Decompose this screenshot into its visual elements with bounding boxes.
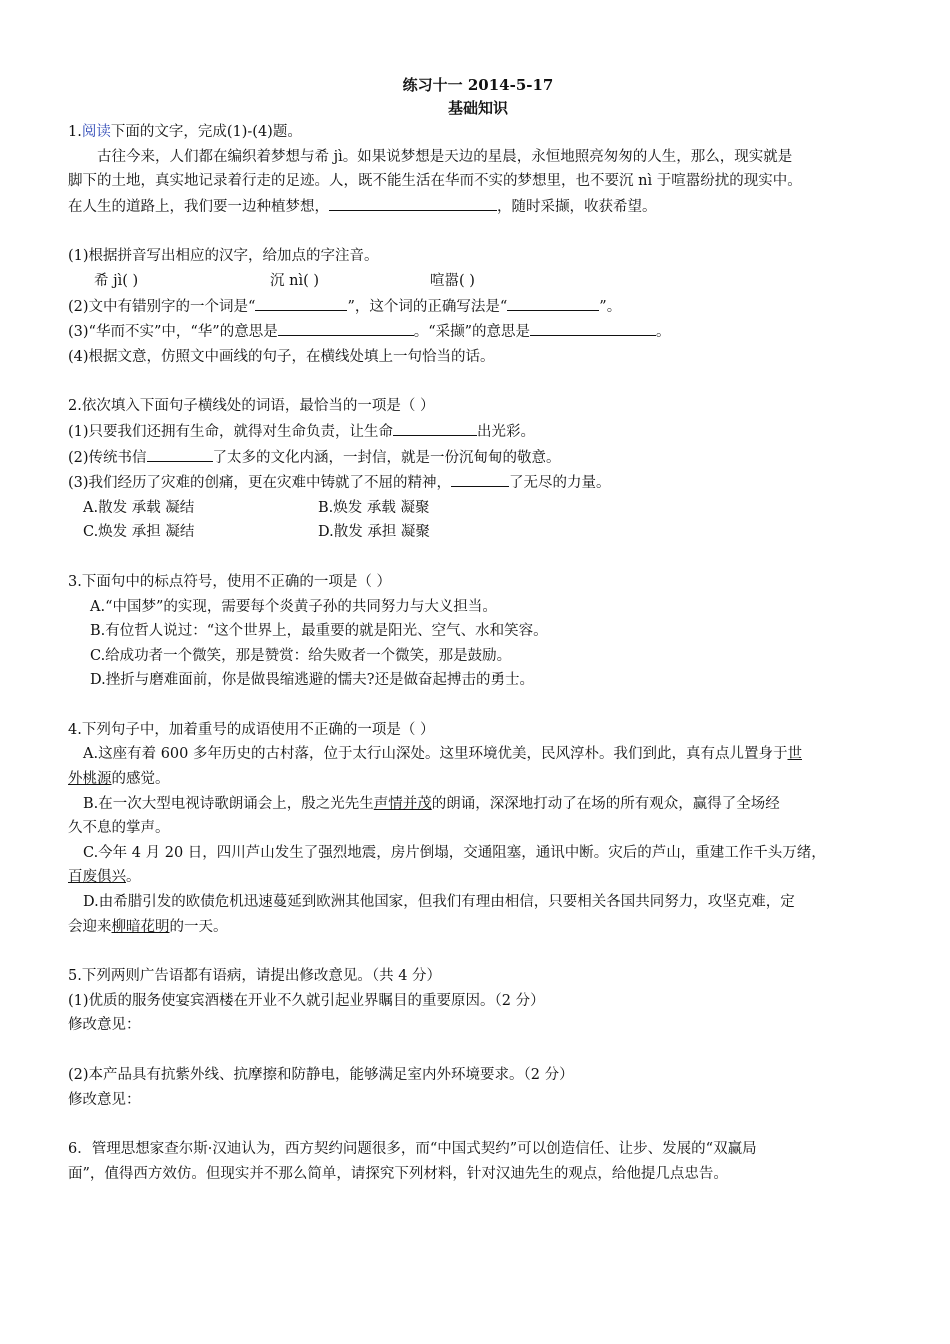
options-line — [68, 496, 888, 521]
option-b[interactable]: B.有位哲人说过：“这个世界上，最重要的就是阳光、空气、水和笑容。 — [90, 623, 548, 640]
question-number: 1. — [68, 124, 82, 140]
idiom-underlined: 世 — [787, 746, 802, 763]
passage-line: 古往今来，人们都在编织着梦想与希 jì。如果说梦想是天边的星晨，永恒地照亮匆匆的人生，那么，现实就是 — [97, 148, 793, 165]
idiom-underlined: 柳暗花明 — [111, 918, 170, 935]
answer-blank[interactable] — [530, 319, 656, 336]
option-c[interactable]: C.给成功者一个微笑，那是赞赏：给失败者一个微笑，那是鼓励。 — [90, 647, 512, 664]
question-4 — [68, 718, 888, 939]
passage-line — [68, 194, 888, 220]
question-3-stem: 3.下面句中的标点符号，使用不正确的一项是（ ） — [68, 573, 391, 590]
option-a[interactable]: A.散发 承载 凝结 — [83, 499, 195, 516]
sentence-text: (3)我们经历了灾难的创痛，更在灾难中铸就了不屈的精神， — [68, 475, 452, 492]
sentence-text: (1)只要我们还拥有生命，就得对生命负责，让生命 — [68, 423, 394, 440]
option-a-cont — [68, 767, 888, 792]
sentence-text: (2)传统书信 — [68, 449, 147, 466]
question-2 — [68, 394, 888, 545]
answer-blank[interactable] — [255, 294, 347, 311]
option-text: A.这座有着 600 多年历史的古村落，位于太行山深处。这里环境优美，民风淳朴。我们到此，真有点儿置身于 — [83, 746, 788, 763]
answer-blank[interactable] — [393, 419, 477, 436]
passage-text: 在人生的道路上，我们要一边种植梦想， — [68, 198, 329, 215]
sub-question-3 — [68, 319, 888, 345]
option-b[interactable]: B.焕发 承载 凝聚 — [318, 499, 430, 516]
option-text: B.在一次大型电视诗歌朗诵会上，殷之光先生 — [83, 795, 374, 812]
option-a[interactable]: A.“中国梦”的实现，需要每个炎黄子孙的共同努力与大义担当。 — [90, 598, 497, 615]
pinyin-item: 希 jì( ) — [94, 272, 139, 289]
sub-question-text: 。“采撷”的意思是 — [413, 324, 531, 341]
read-link[interactable]: 阅读 — [81, 124, 111, 140]
passage-line: 脚下的土地，真实地记录着行走的足迹。人，既不能生活在华而不实的梦想里，也不要沉 nì 于喧嚣纷扰的现实中。 — [68, 173, 802, 190]
idiom-underlined: 外桃源 — [68, 771, 112, 788]
sentence-line — [68, 470, 888, 496]
option-c-cont — [68, 865, 888, 890]
option-d[interactable]: D.由希腊引发的欧债危机迅速蔓延到欧洲其他国家，但我们有理由相信，只要相关各国共同努力，攻坚克难，定 — [83, 894, 795, 911]
question-3 — [68, 570, 888, 693]
question-5 — [68, 964, 888, 1112]
worksheet-page — [68, 74, 888, 1186]
question-1-instruction: 下面的文字，完成(1)-(4)题。 — [110, 124, 302, 140]
option-a[interactable] — [68, 742, 888, 767]
question-4-stem: 4.下列句子中，加着重号的成语使用不正确的一项是（ ） — [68, 721, 435, 738]
question-2-stem: 2.依次填入下面句子横线处的词语，最恰当的一项是（ ） — [68, 398, 435, 415]
answer-blank[interactable] — [329, 194, 497, 211]
options-line — [68, 520, 888, 545]
question-6 — [68, 1137, 888, 1186]
answer-blank[interactable] — [147, 445, 213, 462]
option-b[interactable] — [68, 792, 888, 817]
question-5-stem: 5.下列两则广告语都有语病，请提出修改意见。（共 4 分） — [68, 968, 442, 985]
question-1-stem — [68, 120, 888, 145]
answer-blank[interactable] — [507, 294, 599, 311]
sub-question-text: 。 — [656, 324, 671, 341]
answer-blank[interactable] — [451, 470, 509, 487]
option-text: 的一天。 — [169, 918, 228, 935]
option-b-cont: 久不息的掌声。 — [68, 820, 170, 837]
sub-question-1: (1)根据拼音写出相应的汉字，给加点的字注音。 — [68, 248, 379, 265]
question-6-line: 6．管理思想家查尔斯·汉迪认为，西方契约问题很多，而“中国式契约”可以创造信任、让步、发展的“双赢局 — [68, 1141, 757, 1158]
answer-blank[interactable] — [278, 319, 414, 336]
question-1 — [68, 120, 888, 369]
option-text: 的朗诵，深深地打动了在场的所有观众，赢得了全场经 — [431, 795, 780, 812]
sentence-line — [68, 445, 888, 471]
worksheet-title: 练习十一 2014-5-17 — [402, 76, 554, 94]
option-text: 的感觉。 — [111, 771, 170, 788]
sub-question-4: (4)根据文意，仿照文中画线的句子，在横线处填上一句恰当的话。 — [68, 348, 495, 365]
sub-question-text: ”。 — [599, 298, 622, 315]
sentence-text: 出光彩。 — [477, 423, 536, 440]
sub-question-text: (3)“华而不实”中，“华”的意思是 — [68, 324, 278, 341]
pinyin-item: 沉 nì( ) — [270, 272, 320, 289]
sub-question-text: ”，这个词的正确写法是“ — [347, 298, 508, 315]
sentence-text: 了太多的文化内涵，一封信，就是一份沉甸甸的敬意。 — [212, 449, 561, 466]
option-c[interactable]: C.今年 4 月 20 日，四川芦山发生了强烈地震，房片倒塌，交通阻塞，通讯中断。灾后的芦山，重建工作千头万绪， — [83, 844, 826, 861]
sub-question-2 — [68, 294, 888, 320]
idiom-underlined: 声情并茂 — [373, 795, 432, 812]
pinyin-line — [68, 269, 888, 294]
pinyin-item: 喧嚣( ) — [430, 272, 475, 289]
option-c[interactable]: C.焕发 承担 凝结 — [83, 524, 195, 541]
question-6-line: 面”，值得西方效仿。但现实并不那么简单，请探究下列材料，针对汉迪先生的观点，给他提几点忠告。 — [68, 1165, 728, 1182]
sub-question-text: (2)文中有错别字的一个词是“ — [68, 298, 256, 315]
sub-question-2: (2)本产品具有抗紫外线、抗摩擦和防静电，能够满足室内外环境要求。（2 分） — [68, 1067, 574, 1083]
option-text: 会迎来 — [68, 918, 112, 935]
revision-label[interactable]: 修改意见： — [68, 1091, 141, 1108]
option-d-cont — [68, 915, 888, 940]
option-d[interactable]: D.散发 承担 凝聚 — [318, 524, 430, 541]
sentence-text: 了无尽的力量。 — [509, 475, 611, 492]
sub-question-1: (1)优质的服务使宴宾酒楼在开业不久就引起业界瞩目的重要原因。（2 分） — [68, 992, 545, 1009]
revision-label[interactable]: 修改意见： — [68, 1017, 141, 1034]
option-text: 。 — [126, 869, 141, 886]
passage-text: ，随时采撷，收获希望。 — [497, 198, 657, 215]
section-title: 基础知识 — [447, 99, 508, 117]
idiom-underlined: 百废俱兴 — [68, 869, 126, 886]
option-d[interactable]: D.挫折与磨难面前，你是做畏缩逃避的懦夫?还是做奋起搏击的勇士。 — [90, 672, 534, 689]
sentence-line — [68, 419, 888, 445]
